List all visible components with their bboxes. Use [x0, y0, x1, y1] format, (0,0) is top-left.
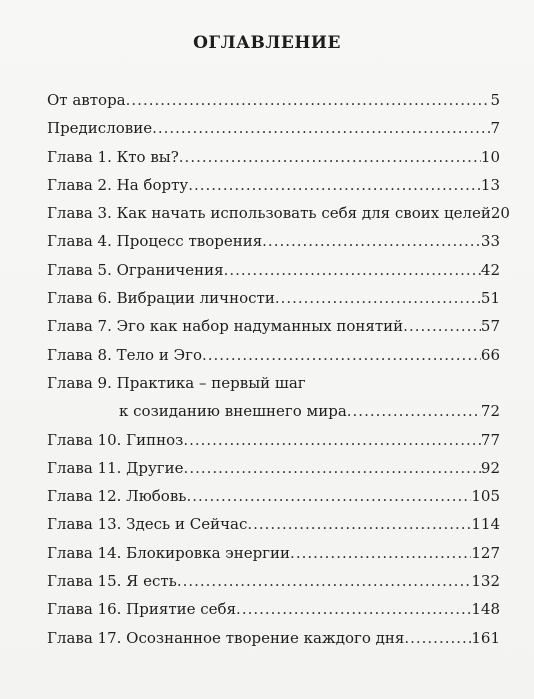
toc-entry-label: Глава 11. Другие	[47, 458, 184, 477]
toc-entry	[47, 341, 500, 369]
dot-leader	[224, 256, 481, 284]
dot-leader	[152, 114, 490, 142]
toc-entry	[47, 256, 500, 284]
table-of-contents	[47, 86, 510, 652]
toc-entry	[47, 114, 500, 142]
toc-page-number: 51	[480, 289, 500, 308]
toc-entry-label: Глава 10. Гипноз	[47, 430, 184, 449]
toc-entry-line	[47, 624, 500, 652]
toc-page-number: 57	[480, 317, 500, 336]
toc-entry-label: Глава 1. Кто вы?	[47, 147, 179, 166]
dot-leader	[179, 143, 481, 171]
toc-entry	[47, 171, 500, 199]
toc-entry-label: Глава 2. На борту	[47, 175, 189, 194]
page-title: ОГЛАВЛЕНИЕ	[193, 33, 341, 53]
toc-page-number: 33	[480, 232, 500, 251]
toc-page-number: 66	[480, 345, 500, 364]
dot-leader	[290, 539, 471, 567]
toc-entry-line	[47, 284, 500, 312]
toc-page-number: 7	[490, 119, 500, 138]
dot-leader	[404, 624, 471, 652]
toc-entry-line	[47, 86, 500, 114]
toc-page-number: 5	[490, 91, 500, 109]
toc-entry-label: Глава 8. Тело и Эго	[47, 345, 202, 364]
toc-page-number: 72	[480, 402, 500, 421]
toc-entry	[47, 227, 500, 255]
toc-entry-label: Глава 5. Ограничения	[47, 260, 224, 279]
toc-entry-line	[47, 567, 500, 595]
toc-page-number: 105	[471, 487, 500, 506]
toc-page-number: 42	[480, 260, 500, 279]
toc-entry-label: Глава 4. Процесс творения	[47, 232, 263, 251]
toc-page-number: 10	[480, 147, 500, 166]
toc-entry-label: Глава 14. Блокировка энергии	[47, 543, 291, 562]
toc-entry	[47, 86, 500, 114]
toc-entry-label: к созиданию внешнего мира	[119, 402, 347, 421]
toc-entry-line	[47, 199, 510, 227]
dot-leader	[177, 567, 472, 595]
toc-entry	[47, 312, 500, 340]
toc-entry	[47, 369, 500, 426]
toc-entry-line	[47, 482, 500, 510]
toc-page-number: 92	[480, 458, 500, 477]
toc-entry-label: Глава 7. Эго как набор надуманных понятий	[47, 317, 404, 336]
toc-entry-line	[47, 454, 500, 482]
toc-entry-line	[47, 369, 500, 397]
toc-entry-line	[47, 227, 500, 255]
toc-entry	[47, 199, 510, 227]
toc-entry-label: Глава 12. Любовь	[47, 487, 187, 506]
toc-entry	[47, 143, 500, 171]
toc-entry-line	[47, 312, 500, 340]
toc-entry	[47, 624, 500, 652]
toc-entry	[47, 284, 500, 312]
toc-entry-label: Глава 17. Осознанное творение каждого дня	[47, 628, 405, 647]
toc-entry	[47, 539, 500, 567]
dot-leader	[183, 426, 481, 454]
toc-entry-label: Глава 3. Как начать использовать себя для своих целей	[47, 204, 491, 223]
toc-entry-label: Глава 13. Здесь и Сейчас	[47, 515, 248, 534]
dot-leader	[403, 312, 481, 340]
toc-page-number: 114	[471, 515, 500, 534]
toc-entry-label: Глава 16. Приятие себя	[47, 600, 237, 619]
dot-leader	[347, 397, 481, 425]
toc-entry	[47, 567, 500, 595]
toc-entry-line	[47, 539, 500, 567]
toc-entry-line	[47, 171, 500, 199]
dot-leader	[202, 341, 481, 369]
toc-entry-continuation	[47, 397, 500, 425]
dot-leader	[184, 454, 481, 482]
dot-leader	[188, 171, 481, 199]
toc-page-number: 161	[471, 628, 500, 647]
toc-entry	[47, 426, 500, 454]
toc-entry-label: От автора	[47, 91, 126, 109]
toc-entry	[47, 595, 500, 623]
toc-entry-line	[47, 114, 500, 142]
toc-entry-line	[47, 595, 500, 623]
toc-page-number: 127	[471, 543, 500, 562]
toc-entry-line	[47, 256, 500, 284]
toc-entry-line	[47, 143, 500, 171]
dot-leader	[262, 227, 481, 255]
toc-entry-line	[47, 510, 500, 538]
toc-entry	[47, 454, 500, 482]
toc-entry-line	[47, 426, 500, 454]
toc-page-number: 148	[471, 600, 500, 619]
toc-page-number: 77	[480, 430, 500, 449]
toc-entry-line	[47, 341, 500, 369]
dot-leader	[275, 284, 481, 312]
dot-leader	[186, 482, 471, 510]
dot-leader	[247, 510, 471, 538]
toc-entry-label: Глава 9. Практика – первый шаг	[47, 373, 306, 392]
toc-page-number: 20	[490, 204, 510, 223]
toc-page-number: 13	[480, 175, 500, 194]
toc-entry-label: Глава 15. Я есть	[47, 572, 177, 591]
dot-leader	[236, 595, 471, 623]
toc-entry-label: Глава 6. Вибрации личности	[47, 289, 275, 308]
dot-leader	[126, 86, 491, 114]
toc-entry-label: Предисловие	[47, 119, 153, 138]
toc-page-number: 132	[471, 572, 500, 591]
toc-entry	[47, 510, 500, 538]
toc-entry	[47, 482, 500, 510]
